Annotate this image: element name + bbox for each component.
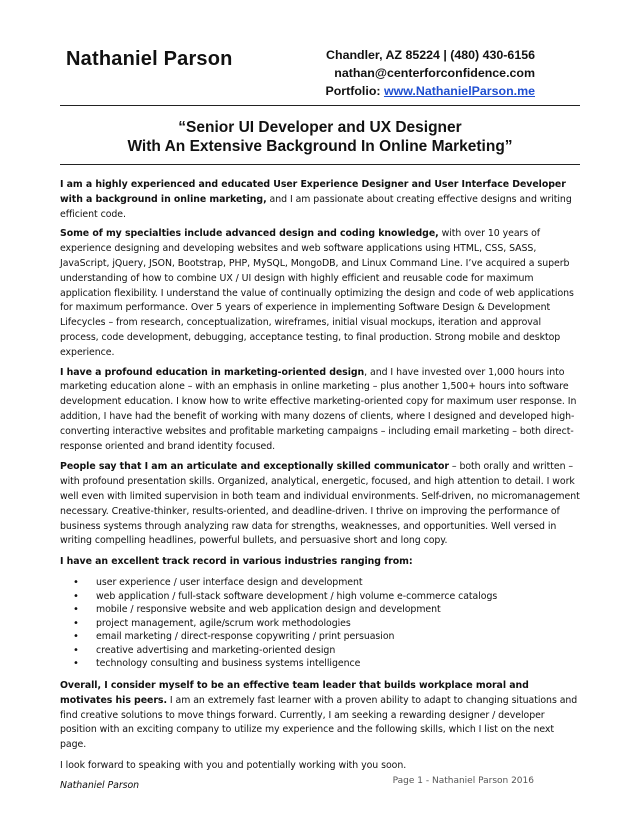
headline bbox=[60, 118, 580, 156]
page-footer: Page 1 - Nathaniel Parson 2016 bbox=[392, 776, 534, 786]
email-address: nathan@centerforconfidence.com bbox=[334, 66, 535, 80]
paragraph-summary bbox=[60, 679, 580, 753]
paragraph-communication-text: – both orally and written – with profound presentation skills. Organized, analytical, energetic, focused, and high attention to detail. I work well even with limited supervision in both team and individual environments. Self-driven, no micromanagement necessary. Creative-thinker, results-oriented, and deadline-driven. I thrive on improving the performance of business systems through analyzing raw data for strengths, weaknesses, and opportunities. Well versed in writing compelling headlines, powerful bullets, and persuasive short and long copy. bbox=[60, 461, 580, 547]
paragraph-intro bbox=[60, 178, 580, 222]
paragraph-specialties-lead: Some of my specialties include advanced design and coding knowledge, bbox=[60, 228, 439, 240]
paragraph-specialties-text: with over 10 years of experience designing and developing websites and web software applications using HTML, CSS, SASS, JavaScript, jQuery, JSON, Bootstrap, PHP, MySQL, MongoDB, and Linux Command Line. I’ve acquired a superb understanding of how to combine UX / UI design with highly efficient and reusable code for maximum application flexibility. I understand the value of continually optimizing the design and code of web applications for maximum performance. Over 5 years of experience in implementing Software Design & Development Lifecycles – from research, conceptualization, wireframes, initial visual mockups, iteration and approval process, code development, debugging, acceptance testing, to final production. Strong mobile and desktop experience. bbox=[60, 228, 574, 358]
industries-list bbox=[60, 576, 580, 671]
paragraph-education-lead: I have a profound education in marketing-oriented design bbox=[60, 366, 365, 378]
paragraph-education bbox=[60, 366, 580, 455]
paragraph-specialties bbox=[60, 227, 580, 360]
paragraph-summary-lead: Overall, I consider myself to be an effective team leader that builds workplace moral and motivates his peers. bbox=[60, 680, 529, 706]
paragraph-industries-lead: I have an excellent track record in various industries ranging from: bbox=[60, 556, 413, 568]
headline-divider bbox=[60, 164, 580, 165]
list-item: • project management, agile/scrum work methodologies bbox=[60, 617, 580, 631]
paragraph-education-text: , and I have invested over 1,000 hours into marketing education alone – with an emphasis in online marketing – plus another 1,500+ hours into software development education. I know how to write effective marketing-oriented copy for maximum user response. In addition, I have had the benefit of working with many dozens of clients, where I designed and developed high-converting interactive websites and profitable marketing campaigns – including email marketing – both direct-response oriented and brand identity focused. bbox=[60, 366, 577, 452]
list-item: • web application / full-stack software development / high volume e-commerce catalogs bbox=[60, 590, 580, 604]
portfolio-link[interactable]: www.NathanielParson.me bbox=[383, 84, 535, 98]
location-phone: Chandler, AZ 85224 | (480) 430-6156 bbox=[326, 48, 535, 62]
paragraph-communication-lead: People say that I am an articulate and exceptionally skilled communicator bbox=[60, 461, 449, 473]
candidate-name: Nathaniel Parson bbox=[66, 48, 233, 70]
letter-body bbox=[60, 178, 580, 799]
paragraph-industries-intro bbox=[60, 555, 580, 570]
signature: Nathaniel Parson bbox=[60, 779, 140, 791]
list-item: • technology consulting and business systems intelligence bbox=[60, 657, 580, 671]
headline-line-1: “Senior UI Developer and UX Designer bbox=[178, 119, 462, 136]
list-item: • mobile / responsive website and web application design and development bbox=[60, 603, 580, 617]
paragraph-intro-text: and I am passionate about creating effective designs and writing efficient code. bbox=[60, 193, 572, 220]
portfolio-line bbox=[325, 82, 535, 100]
header-divider bbox=[60, 105, 580, 106]
list-item: • user experience / user interface design and development bbox=[60, 576, 580, 590]
paragraph-summary-text: I am an extremely fast learner with a proven ability to adapt to changing situations and find creative solutions to move things forward. Currently, I am seeking a rewarding designer / developer position with an exciting company to utilize my experience and the following skills, which I list on the next page. bbox=[60, 694, 578, 751]
headline-line-2: With An Extensive Background In Online Marketing” bbox=[127, 138, 513, 155]
list-item: • email marketing / direct-response copywriting / print persuasion bbox=[60, 630, 580, 644]
paragraph-communication bbox=[60, 460, 580, 549]
paragraph-closing: I look forward to speaking with you and potentially working with you soon. bbox=[60, 760, 407, 772]
portfolio-label: Portfolio: bbox=[325, 84, 381, 98]
list-item: • creative advertising and marketing-oriented design bbox=[60, 644, 580, 658]
paragraph-intro-lead: I am a highly experienced and educated User Experience Designer and User Interface Developer with a background in online marketing, bbox=[60, 179, 566, 205]
contact-block bbox=[325, 46, 535, 100]
